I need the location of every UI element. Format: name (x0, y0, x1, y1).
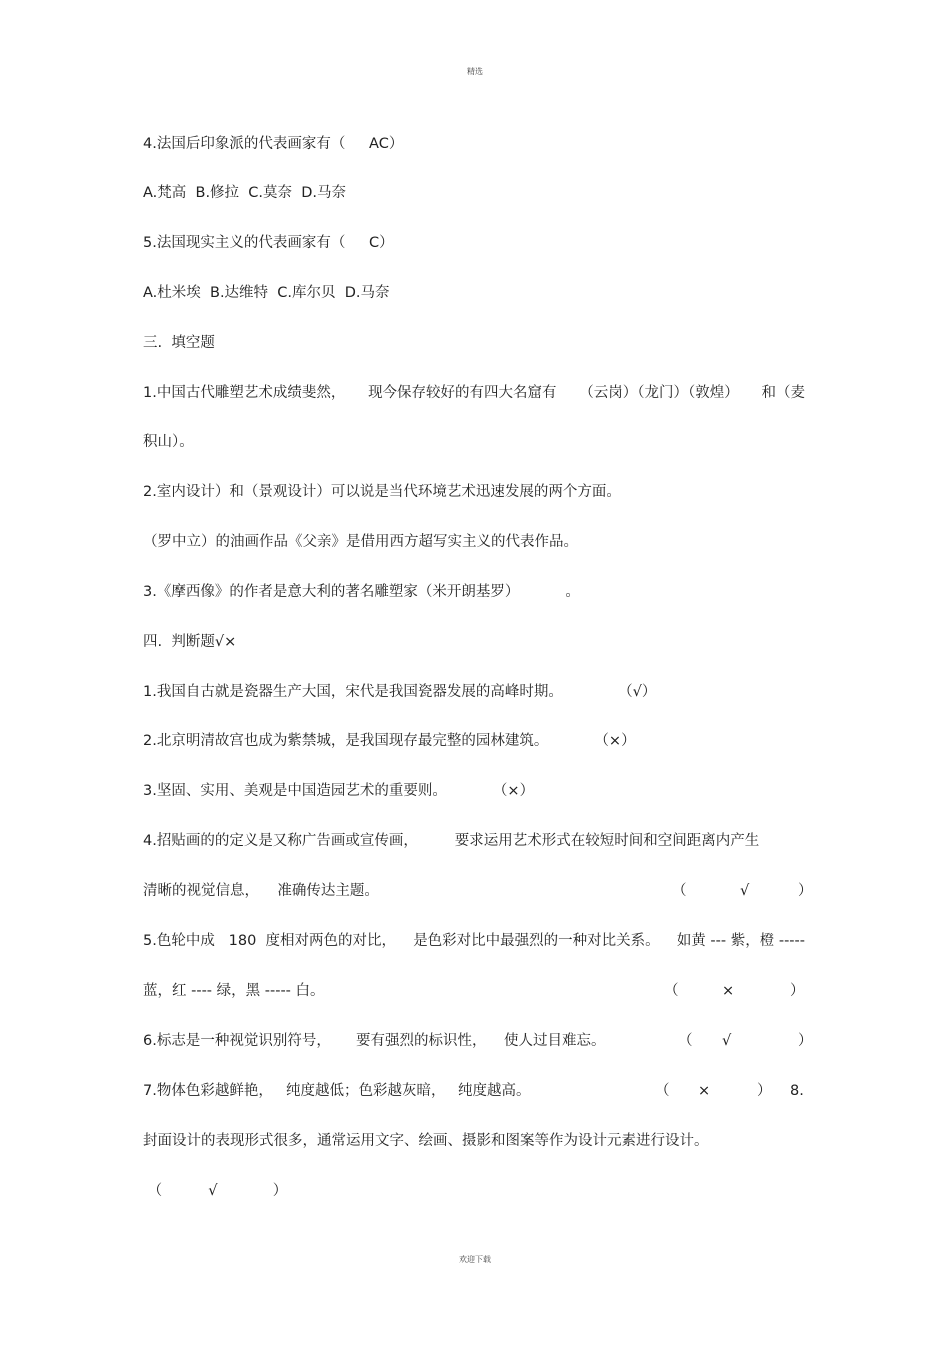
fill-1-seg-2: 现今保存较好的有四大名窟有 (368, 385, 557, 401)
judge-2: 2.北京明清故宫也成为紫禁城，是我国现存最完整的园林建筑。 （×） (143, 733, 636, 749)
judge-7-seg-1: 7.物体色彩越鲜艳， (143, 1083, 273, 1099)
judge-6-seg-1: 6.标志是一种视觉识别符号， (143, 1033, 331, 1049)
fill-2b: （罗中立）的油画作品《父亲》是借用西方超写实主义的代表作品。 (143, 534, 578, 550)
fill-1-seg-3: （云岗）（龙门）（敦煌） (579, 385, 739, 401)
judge-6-seg-3: 使人过目难忘。 (504, 1033, 606, 1049)
judge-8-answer: （ √ ） (143, 1183, 288, 1199)
judge-7-seg-3: 纯度越高。 (458, 1083, 531, 1099)
judge-7-paren-close: ） (757, 1083, 772, 1099)
judge-5-seg-1: 5.色轮中成 180 度相对两色的对比， (143, 933, 397, 949)
fill-3: 3.《摩西像》的作者是意大利的著名雕塑家（米开朗基罗） 。 (143, 584, 580, 600)
question-4: 4.法国后印象派的代表画家有（ AC） (143, 136, 404, 152)
judge-6-answer: √ (722, 1033, 732, 1049)
judge-1: 1.我国自古就是瓷器生产大国，宋代是我国瓷器发展的高峰时期。 （√） (143, 684, 657, 700)
judge-5-seg-3: 如黄 --- 紫，橙 ----- (676, 933, 805, 949)
judge-4-answer: √ (740, 883, 750, 899)
judge-6-paren-close: ） (798, 1033, 813, 1049)
judge-7-seg-2: 纯度越低；色彩越灰暗， (286, 1083, 446, 1099)
fill-1-line-2: 积山）。 (143, 434, 194, 450)
judge-5-seg-2: 是色彩对比中最强烈的一种对比关系。 (413, 933, 660, 949)
judge-8: 封面设计的表现形式很多，通常运用文字、绘画、摄影和图案等作为设计元素进行设计。 (143, 1133, 709, 1149)
judge-6-paren-open: （ (678, 1033, 693, 1049)
judge-8-number: 8. (790, 1083, 804, 1099)
fill-2: 2.室内设计）和（景观设计）可以说是当代环境艺术迅速发展的两个方面。 (143, 484, 621, 500)
section-fill-in-heading: 三. 填空题 (143, 335, 215, 351)
judge-7-answer: × (698, 1083, 711, 1099)
judge-5-line-2-text: 蓝，红 ---- 绿，黑 ----- 白。 (143, 983, 325, 999)
judge-3: 3.坚固、实用、美观是中国造园艺术的重要则。 （×） (143, 783, 535, 799)
fill-1-seg-4: 和（麦 (761, 385, 805, 401)
section-judge-heading: 四. 判断题√× (143, 634, 237, 650)
question-5-options: A.杜米埃 B.达维特 C.库尔贝 D.马奈 (143, 285, 390, 301)
question-5: 5.法国现实主义的代表画家有（ C） (143, 235, 394, 251)
judge-5-answer: × (722, 983, 735, 999)
fill-1-seg-1: 1.中国古代雕塑艺术成绩斐然， (143, 385, 346, 401)
judge-4-line-1: 4.招贴画的的定义是又称广告画或宣传画， 要求运用艺术形式在较短时间和空间距离内产生 (143, 833, 760, 849)
judge-4-paren-open: （ (672, 883, 687, 899)
judge-7-paren-open: （ (655, 1083, 670, 1099)
fill-1-line-1 (143, 383, 805, 403)
page-footer: 欢迎下载 (459, 1255, 491, 1264)
judge-4-line-2-text: 清晰的视觉信息， 准确传达主题。 (143, 883, 379, 899)
page-header: 精选 (467, 67, 483, 76)
judge-6-seg-2: 要有强烈的标识性， (356, 1033, 487, 1049)
judge-5-line-1 (143, 931, 805, 951)
judge-5-paren-open: （ (664, 983, 679, 999)
question-4-options: A.梵高 B.修拉 C.莫奈 D.马奈 (143, 185, 346, 201)
judge-4-paren-close: ） (798, 883, 813, 899)
judge-5-paren-close: ） (790, 983, 805, 999)
